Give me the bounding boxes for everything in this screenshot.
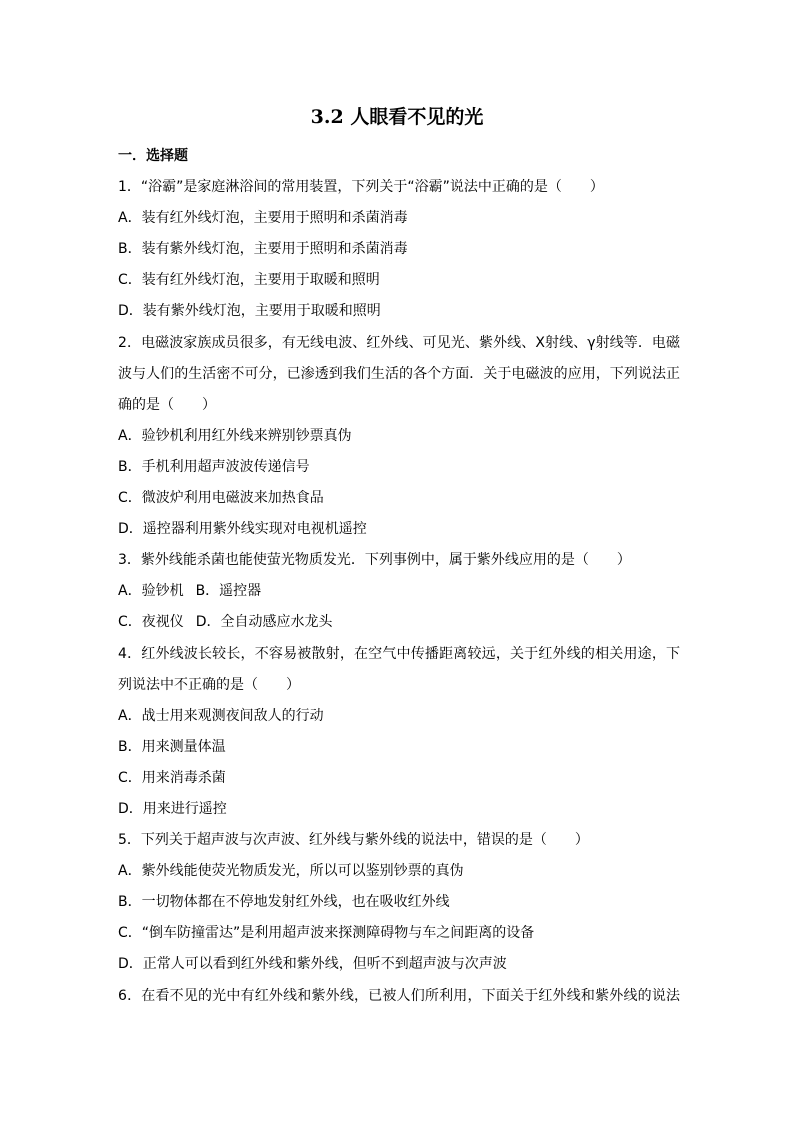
question-2-stem-line-1: 2．电磁波家族成员很多，有无线电波、红外线、可见光、紫外线、X射线、γ射线等．电磁: [118, 334, 680, 351]
question-4-option-a: A．战士用来观测夜间敌人的行动: [118, 707, 324, 724]
question-3-option-c: C．夜视仪: [118, 614, 184, 631]
question-1-option-d: D．装有紫外线灯泡，主要用于取暖和照明: [118, 303, 381, 320]
question-3-stem: 3．紫外线能杀菌也能使萤光物质发光．下列事例中，属于紫外线应用的是（ ）: [118, 552, 631, 569]
question-1-option-c: C．装有红外线灯泡，主要用于取暖和照明: [118, 272, 380, 289]
question-1-option-b: B．装有紫外线灯泡，主要用于照明和杀菌消毒: [118, 241, 408, 258]
question-1-option-a: A．装有红外线灯泡，主要用于照明和杀菌消毒: [118, 210, 408, 227]
question-4-option-b: B．用来测量体温: [118, 738, 226, 755]
question-4-stem-line-1: 4．红外线波长较长，不容易被散射，在空气中传播距离较远，关于红外线的相关用途，下: [118, 645, 680, 662]
question-5-option-c: C．“倒车防撞雷达”是利用超声波来探测障碍物与车之间距离的设备: [118, 925, 535, 942]
question-4-stem-line-2: 列说法中不正确的是（ ）: [118, 676, 300, 693]
question-5-stem: 5．下列关于超声波与次声波、红外线与紫外线的说法中，错误的是（ ）: [118, 832, 589, 849]
question-5-option-d: D．正常人可以看到红外线和紫外线，但听不到超声波与次声波: [118, 956, 507, 973]
question-3-option-d: D．全自动感应水龙头: [195, 614, 333, 631]
question-list: [118, 141, 680, 1012]
question-2-stem-line-2: 波与人们的生活密不可分，已渗透到我们生活的各个方面．关于电磁波的应用，下列说法正: [118, 365, 680, 382]
question-5-option-b: B．一切物体都在不停地发射红外线，也在吸收红外线: [118, 894, 450, 911]
question-3-option-row-1: [118, 576, 680, 607]
question-3-option-row-2: [118, 607, 680, 638]
question-4-option-c: C．用来消毒杀菌: [118, 769, 226, 786]
question-5-option-a: A．紫外线能使荧光物质发光，所以可以鉴别钞票的真伪: [118, 863, 464, 880]
section-heading: 一．选择题: [118, 148, 188, 164]
question-2-option-b: B．手机利用超声波波传递信号: [118, 458, 310, 475]
page-title: 3.2 人眼看不见的光: [310, 106, 484, 128]
question-6-stem-line-1: 6．在看不见的光中有红外线和紫外线，已被人们所利用，下面关于红外线和紫外线的说法: [118, 987, 680, 1004]
question-4-option-d: D．用来进行遥控: [118, 800, 227, 817]
question-2-option-c: C．微波炉利用电磁波来加热食品: [118, 490, 324, 507]
question-2-option-a: A．验钞机利用红外线来辨别钞票真伪: [118, 427, 352, 444]
question-2-stem-line-3: 确的是（ ）: [118, 396, 216, 413]
question-2-option-d: D．遥控器利用紫外线实现对电视机遥控: [118, 521, 367, 538]
question-3-option-a: A．验钞机: [118, 583, 184, 600]
question-1-stem: 1．“浴霸”是家庭淋浴间的常用装置，下列关于“浴霸”说法中正确的是（ ）: [118, 179, 604, 196]
question-3-option-b: B．遥控器: [195, 583, 262, 600]
